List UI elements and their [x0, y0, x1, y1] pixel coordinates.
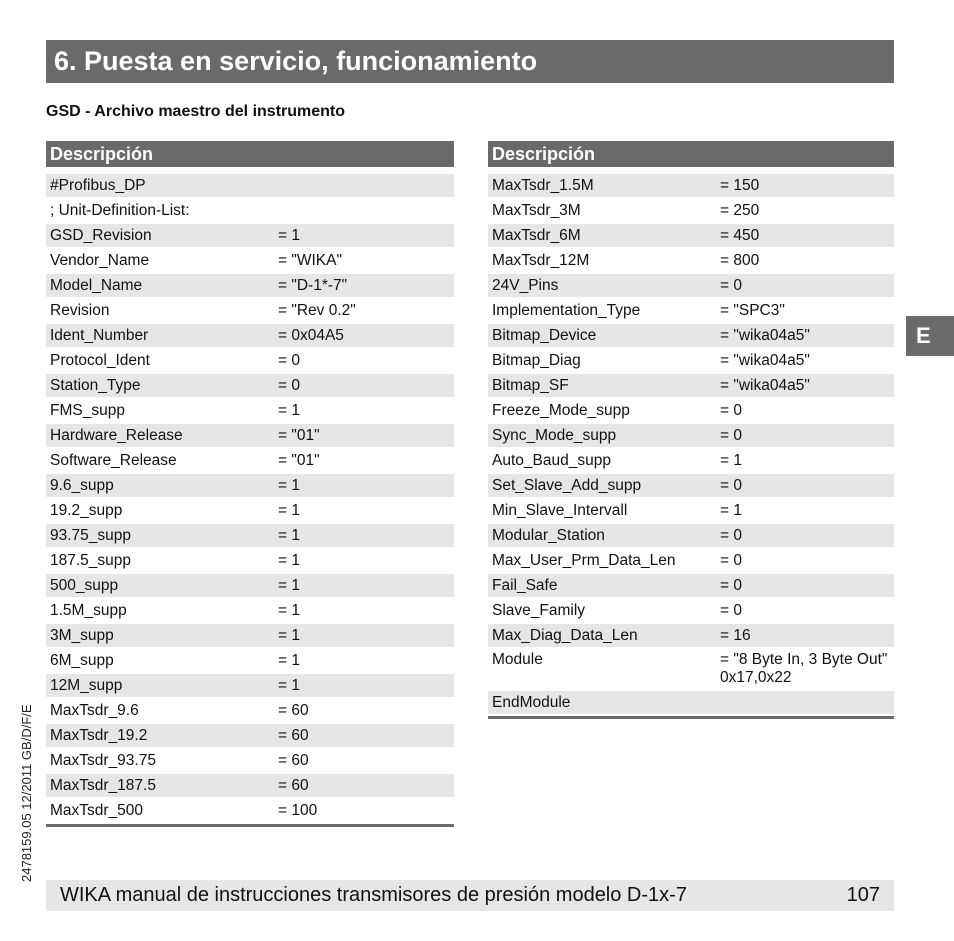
row-value: = 1: [278, 577, 300, 594]
page-footer: [46, 880, 894, 911]
table-row: [488, 274, 894, 297]
row-value: = 1: [720, 502, 742, 519]
row-value: = 60: [278, 777, 309, 794]
table-row: [488, 374, 894, 397]
table-row: [46, 674, 454, 697]
row-key: 6M_supp: [50, 652, 114, 669]
table-row: [488, 199, 894, 222]
row-key: FMS_supp: [50, 402, 125, 419]
subtitle: GSD - Archivo maestro del instrumento: [46, 103, 346, 120]
row-value: = 0: [720, 602, 742, 619]
table-row: [46, 499, 454, 522]
table-body: [46, 174, 454, 822]
row-key: Bitmap_Diag: [492, 352, 581, 369]
row-value: = 1: [278, 627, 300, 644]
row-key: MaxTsdr_1.5M: [492, 177, 594, 194]
gsd-table-left: [46, 141, 454, 827]
table-row: [488, 324, 894, 347]
row-value: = 60: [278, 727, 309, 744]
row-value: = 1: [278, 527, 300, 544]
table-row: [46, 799, 454, 822]
page-number: 107: [846, 884, 880, 906]
row-value: = "WIKA": [278, 252, 342, 269]
row-value: = 60: [278, 752, 309, 769]
row-value: = 1: [278, 402, 300, 419]
row-value: = 1: [278, 652, 300, 669]
row-key: Software_Release: [50, 452, 177, 469]
row-key: 1.5M_supp: [50, 602, 127, 619]
row-key: Max_Diag_Data_Len: [492, 627, 638, 644]
table-row: [488, 424, 894, 447]
row-key: MaxTsdr_19.2: [50, 727, 148, 744]
row-key: MaxTsdr_3M: [492, 202, 581, 219]
table-row: [488, 649, 894, 689]
table-row: [488, 474, 894, 497]
table-row: [46, 699, 454, 722]
row-key: Implementation_Type: [492, 302, 641, 319]
table-row: [46, 649, 454, 672]
table-row: [46, 599, 454, 622]
row-key: Revision: [50, 302, 110, 319]
row-key: Slave_Family: [492, 602, 586, 619]
table-row: [46, 299, 454, 322]
row-value: = 450: [720, 227, 760, 244]
row-value: = "8 Byte In, 3 Byte Out" 0x17,0x22: [720, 651, 888, 686]
language-tab: E: [906, 316, 954, 356]
row-value: = 0: [720, 277, 742, 294]
row-key: Modular_Station: [492, 527, 605, 544]
row-key: Model_Name: [50, 277, 143, 294]
table-row: [46, 174, 454, 197]
row-key: Set_Slave_Add_supp: [492, 477, 642, 494]
row-key: MaxTsdr_500: [50, 802, 144, 819]
table-row: [46, 624, 454, 647]
row-value: = 100: [278, 802, 318, 819]
table-row: [488, 499, 894, 522]
row-key: Bitmap_SF: [492, 377, 569, 394]
row-key: Hardware_Release: [50, 427, 183, 444]
row-key: EndModule: [492, 694, 571, 711]
row-key: Freeze_Mode_supp: [492, 402, 630, 419]
row-key: Station_Type: [50, 377, 141, 394]
row-key: GSD_Revision: [50, 227, 152, 244]
table-row: [488, 624, 894, 647]
table-body: [488, 174, 894, 714]
row-value: = 0: [720, 427, 742, 444]
row-key: Protocol_Ident: [50, 352, 150, 369]
row-value: = "01": [278, 427, 320, 444]
row-value: = 800: [720, 252, 760, 269]
table-row: [488, 224, 894, 247]
row-value: = "wika04a5": [720, 327, 810, 344]
table-row: [488, 299, 894, 322]
table-row: [46, 274, 454, 297]
row-key: Auto_Baud_supp: [492, 452, 611, 469]
row-value: = 16: [720, 627, 751, 644]
table-row: [46, 424, 454, 447]
table-row: [46, 549, 454, 572]
row-value: = 1: [278, 677, 300, 694]
section-title-bar: [46, 40, 894, 83]
table-row: [488, 174, 894, 197]
row-value: = 1: [278, 552, 300, 569]
row-key: 3M_supp: [50, 627, 114, 644]
table-row: [488, 399, 894, 422]
row-value: = 150: [720, 177, 760, 194]
table-row: [46, 774, 454, 797]
row-value: = 0: [720, 402, 742, 419]
table-row: [488, 599, 894, 622]
row-value: = 0: [720, 477, 742, 494]
row-key: 12M_supp: [50, 677, 123, 694]
row-key: ; Unit-Definition-List:: [50, 202, 190, 219]
row-key: #Profibus_DP: [50, 177, 146, 194]
row-value: = 1: [278, 227, 300, 244]
table-row: [488, 691, 894, 714]
row-key: Vendor_Name: [50, 252, 150, 269]
row-value: = 1: [278, 602, 300, 619]
row-value: = 0x04A5: [278, 327, 344, 344]
gsd-table-right: [488, 141, 894, 719]
table-row: [46, 374, 454, 397]
row-value: = "01": [278, 452, 320, 469]
row-value: = "SPC3": [720, 302, 785, 319]
table-row: [46, 724, 454, 747]
row-value: = "wika04a5": [720, 352, 810, 369]
table-row: [46, 399, 454, 422]
row-key: 9.6_supp: [50, 477, 114, 494]
row-value: [720, 691, 894, 714]
table-row: [46, 224, 454, 247]
row-value: = "wika04a5": [720, 377, 810, 394]
table-row: [46, 249, 454, 272]
row-key: 19.2_supp: [50, 502, 123, 519]
row-value: = "D-1*-7": [278, 277, 348, 294]
row-key: Min_Slave_Intervall: [492, 502, 628, 519]
row-value: [278, 199, 454, 222]
table-row: [488, 349, 894, 372]
row-key: Bitmap_Device: [492, 327, 597, 344]
table-row: [488, 249, 894, 272]
row-key: 93.75_supp: [50, 527, 132, 544]
footer-text: WIKA manual de instrucciones transmisores de presión modelo D-1x-7: [60, 884, 687, 906]
row-key: MaxTsdr_187.5: [50, 777, 156, 794]
row-key: Ident_Number: [50, 327, 149, 344]
document-code: 2478159.05 12/2011 GB/D/F/E: [19, 704, 34, 882]
row-value: = 60: [278, 702, 309, 719]
table-row: [488, 549, 894, 572]
table-header: Descripción: [46, 141, 454, 167]
row-key: 24V_Pins: [492, 277, 559, 294]
row-value: = 1: [278, 502, 300, 519]
row-value: = 0: [278, 352, 300, 369]
table-row: [46, 324, 454, 347]
row-key: MaxTsdr_93.75: [50, 752, 156, 769]
table-row: [46, 349, 454, 372]
row-key: Module: [492, 651, 543, 668]
table-row: [46, 199, 454, 222]
table-row: [488, 524, 894, 547]
row-value: = "Rev 0.2": [278, 302, 356, 319]
row-value: = 1: [278, 477, 300, 494]
row-value: [278, 174, 454, 197]
table-row: [46, 574, 454, 597]
row-key: Max_User_Prm_Data_Len: [492, 552, 676, 569]
row-key: 187.5_supp: [50, 552, 132, 569]
row-value: = 0: [720, 552, 742, 569]
table-row: [46, 474, 454, 497]
row-value: = 0: [278, 377, 300, 394]
table-header: Descripción: [488, 141, 894, 167]
table-row: [46, 749, 454, 772]
table-row: [488, 574, 894, 597]
row-key: MaxTsdr_9.6: [50, 702, 139, 719]
row-key: 500_supp: [50, 577, 119, 594]
row-key: MaxTsdr_12M: [492, 252, 590, 269]
row-value: = 0: [720, 527, 742, 544]
table-row: [488, 449, 894, 472]
page-title: 6. Puesta en servicio, funcionamiento: [54, 46, 538, 76]
row-key: MaxTsdr_6M: [492, 227, 581, 244]
table-row: [46, 449, 454, 472]
table-row: [46, 524, 454, 547]
row-key: Sync_Mode_supp: [492, 427, 617, 444]
row-value: = 0: [720, 577, 742, 594]
row-value: = 250: [720, 202, 760, 219]
row-key: Fail_Safe: [492, 577, 558, 594]
row-value: = 1: [720, 452, 742, 469]
